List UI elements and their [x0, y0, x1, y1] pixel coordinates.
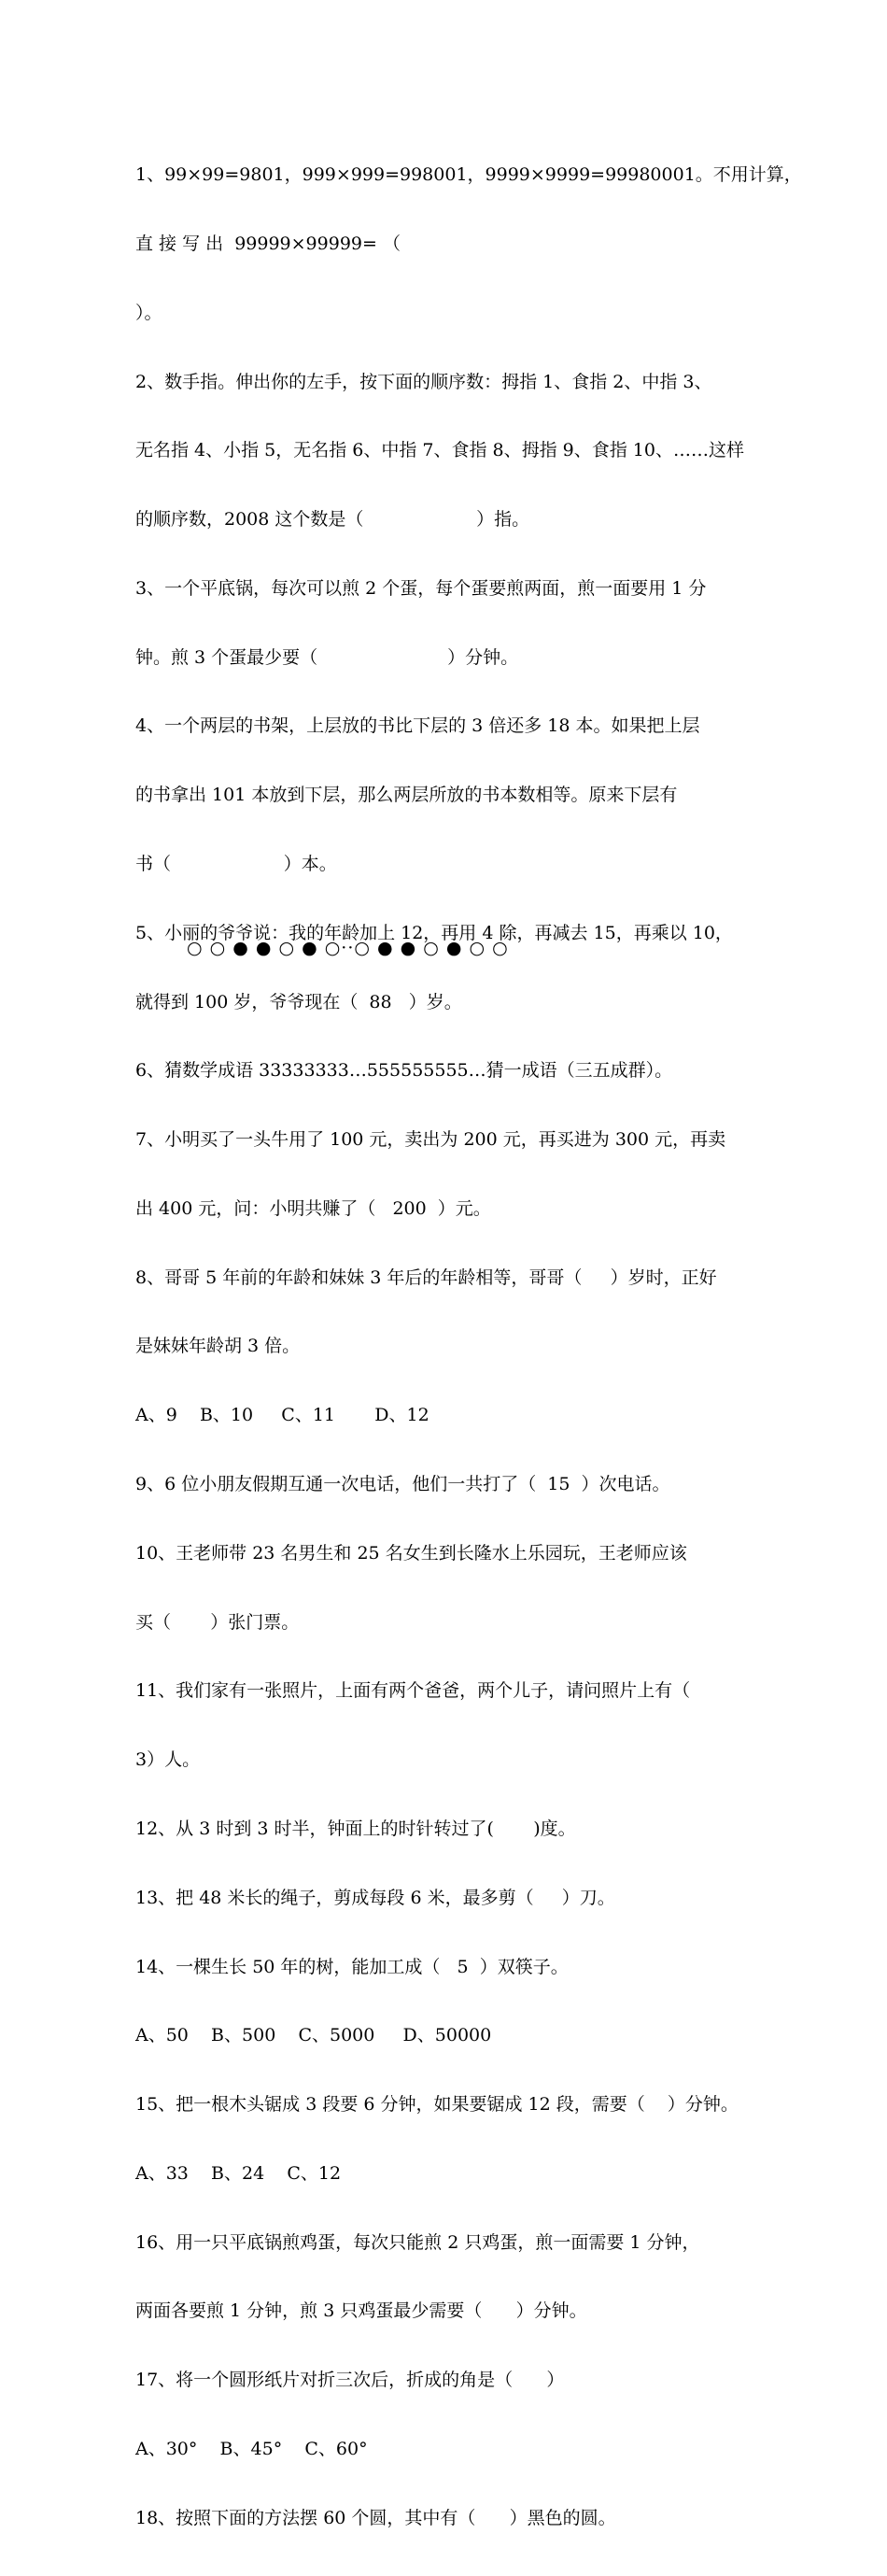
text-line: 1、99×99=9801，999×999=998001，9999×9999=99980001。不用计算， — [135, 164, 802, 186]
text-line: 的书拿出 101 本放到下层，那么两层所放的书本数相等。原来下层有 — [135, 785, 678, 806]
text-line: A、33 B、24 C、12 — [135, 2162, 342, 2184]
text-line: 两面各要煎 1 分钟，煎 3 只鸡蛋最少需要（ ）分钟。 — [135, 2300, 587, 2322]
text-line: 7、小明买了一头牛用了 100 元，卖出为 200 元，再买进为 300 元，再卖 — [135, 1129, 726, 1151]
text-line: A、50 B、500 C、5000 D、50000 — [135, 2025, 492, 2046]
text-line: 6、猜数学成语 33333333…555555555…猜一成语（三五成群）。 — [135, 1060, 673, 1082]
text-line: 8、哥哥 5 年前的年龄和妹妹 3 年后的年龄相等，哥哥（ ）岁时，正好 — [135, 1267, 717, 1288]
text-line: 14、一棵生长 50 年的树，能加工成（ 5 ）双筷子。 — [135, 1956, 569, 1977]
text-line: 的顺序数，2008 这个数是（ ）指。 — [135, 509, 530, 531]
text-line: 18、按照下面的方法摆 60 个圆，其中有（ ）黑色的圆。 — [135, 2507, 616, 2528]
text-line: ）。 — [135, 302, 162, 323]
text-line: 15、把一根木头锯成 3 段要 6 分钟，如果要锯成 12 段，需要（ ）分钟。 — [135, 2094, 739, 2116]
text-line: 2、数手指。伸出你的左手，按下面的顺序数：拇指 1、食指 2、中指 3、 — [135, 371, 712, 392]
text-line: 无名指 4、小指 5，无名指 6、中指 7、食指 8、拇指 9、食指 10、……这样 — [135, 440, 744, 461]
text-line: 12、从 3 时到 3 时半，钟面上的时针转过了( )度。 — [135, 1818, 576, 1839]
question-text-block — [135, 118, 802, 2576]
text-line: 5、小丽的爷爷说：我的年龄加上 12，再用 4 除，再减去 15，再乘以 10， — [135, 922, 733, 943]
text-line: 3、一个平底锅，每次可以煎 2 个蛋，每个蛋要煎两面，煎一面要用 1 分 — [135, 577, 707, 599]
text-line: 直 接 写 出 99999×99999= （ — [135, 233, 401, 254]
text-line: 钟。煎 3 个蛋最少要（ ）分钟。 — [135, 646, 519, 668]
text-line: 13、把 48 米长的绳子，剪成每段 6 米，最多剪（ ）刀。 — [135, 1887, 615, 1908]
text-line: 买（ ）张门票。 — [135, 1611, 300, 1633]
text-line: 就得到 100 岁，爷爷现在（ 88 ）岁。 — [135, 991, 462, 1012]
text-line: A、9 B、10 C、11 D、12 — [135, 1405, 429, 1426]
text-line: 是妹妹年龄胡 3 倍。 — [135, 1336, 301, 1357]
text-line: 书（ ）本。 — [135, 854, 337, 874]
text-line: 9、6 位小朋友假期互通一次电话，他们一共打了（ 15 ）次电话。 — [135, 1474, 670, 1495]
text-line: 17、将一个圆形纸片对折三次后，折成的角是（ ） — [135, 2370, 565, 2391]
text-line: 11、我们家有一张照片，上面有两个爸爸，两个儿子，请问照片上有（ — [135, 1680, 691, 1702]
text-line: 3）人。 — [135, 1749, 201, 1771]
text-line: 出 400 元，问：小明共赚了（ 200 ）元。 — [135, 1197, 491, 1219]
text-line: 10、王老师带 23 名男生和 25 名女生到长隆水上乐园玩，王老师应该 — [135, 1542, 687, 1564]
circle-pattern: ○ ○ ● ● ○ ● ○··○ ● ● ○ ● ○ ○ — [187, 938, 509, 958]
text-line: A、30° B、45° C、60° — [135, 2438, 368, 2459]
text-line: 4、一个两层的书架，上层放的书比下层的 3 倍还多 18 本。如果把上层 — [135, 715, 700, 737]
text-line: 16、用一只平底锅煎鸡蛋，每次只能煎 2 只鸡蛋，煎一面需要 1 分钟， — [135, 2231, 700, 2253]
